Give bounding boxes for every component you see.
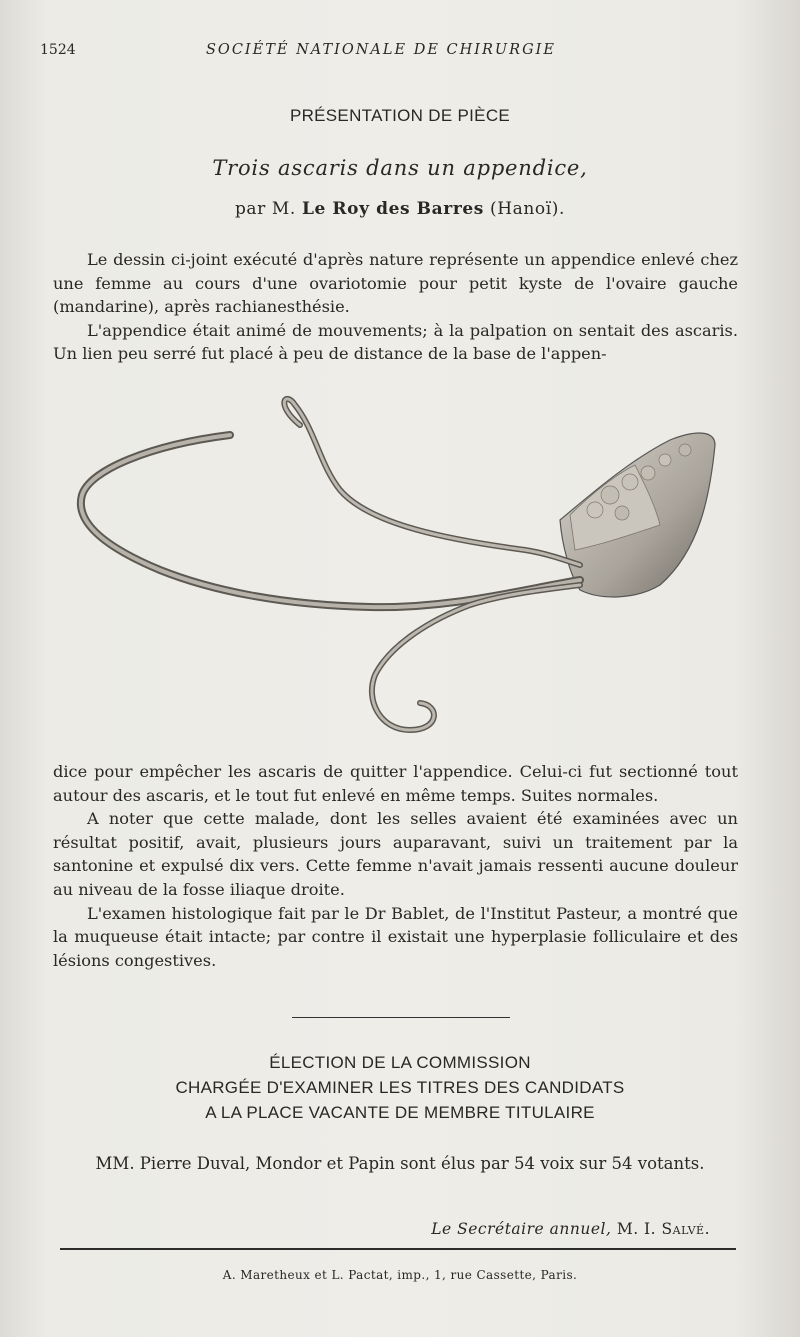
section-divider: [292, 1017, 510, 1018]
election-heading-line: A LA PLACE VACANTE DE MEMBRE TITULAIRE: [205, 1103, 595, 1122]
signature-role: Le Secrétaire annuel,: [431, 1220, 612, 1238]
signature: [431, 1220, 710, 1238]
journal-title: SOCIÉTÉ NATIONALE DE CHIRURGIE: [206, 42, 556, 58]
running-head: [40, 42, 740, 64]
page-number: 1524: [40, 42, 76, 58]
byline: [0, 199, 800, 219]
election-heading-line: ÉLECTION DE LA COMMISSION: [269, 1053, 531, 1072]
paragraph: dice pour empêcher les ascaris de quitter l'appendice. Celui-ci fut sectionné tout autour des ascaris, et le tout fut enlevé en même temps. Suites normales.: [53, 762, 738, 805]
article-body-intro: [53, 248, 738, 366]
article-title: Trois ascaris dans un appendice,: [212, 156, 588, 180]
ascaris-worm-long: [81, 435, 580, 607]
footer-rule: [60, 1248, 736, 1250]
printer-imprint: A. Maretheux et L. Pactat, imp., 1, rue Cassette, Paris.: [222, 1268, 578, 1282]
appendix-shape: [560, 433, 715, 597]
paragraph: A noter que cette malade, dont les selles avaient été examinées avec un résultat positif, avait, plusieurs jours auparavant, suivi un traitement par la santonine et expulsé dix vers. Cette femme n'avait jamais ressenti aucune douleur au niveau de la fosse iliaque droite.: [53, 809, 738, 899]
election-heading-line: CHARGÉE D'EXAMINER LES TITRES DES CANDIDATS: [175, 1078, 625, 1097]
election-result: MM. Pierre Duval, Mondor et Papin sont élus par 54 voix sur 54 votants.: [95, 1154, 705, 1173]
ascaris-appendix-illustration: [70, 385, 730, 760]
ascaris-worm-upper: [284, 399, 580, 565]
article-body-continued: [53, 760, 738, 972]
author-location: (Hanoï).: [489, 199, 566, 219]
author-name: Le Roy des Barres: [301, 199, 484, 219]
paragraph: Le dessin ci-joint exécuté d'après nature représente un appendice enlevé chez une femme au cours d'une ovariotomie pour petit kyste de l'ovaire gauche (mandarine), après rachianesthésie.: [53, 250, 738, 317]
signature-name: M. I. Salvé.: [616, 1220, 710, 1238]
paragraph: L'appendice était animé de mouvements; à la palpation on sentait des ascaris. Un lien peu serré fut placé à peu de distance de la base de l'appen-: [53, 320, 738, 364]
paragraph: L'examen histologique fait par le Dr Bablet, de l'Institut Pasteur, a montré que la muqueuse était intacte; par contre il existait une hyperplasie folliculaire et des lésions congestives.: [53, 903, 738, 970]
byline-prefix: par M.: [234, 199, 296, 219]
section-heading: PRÉSENTATION DE PIÈCE: [289, 106, 511, 125]
